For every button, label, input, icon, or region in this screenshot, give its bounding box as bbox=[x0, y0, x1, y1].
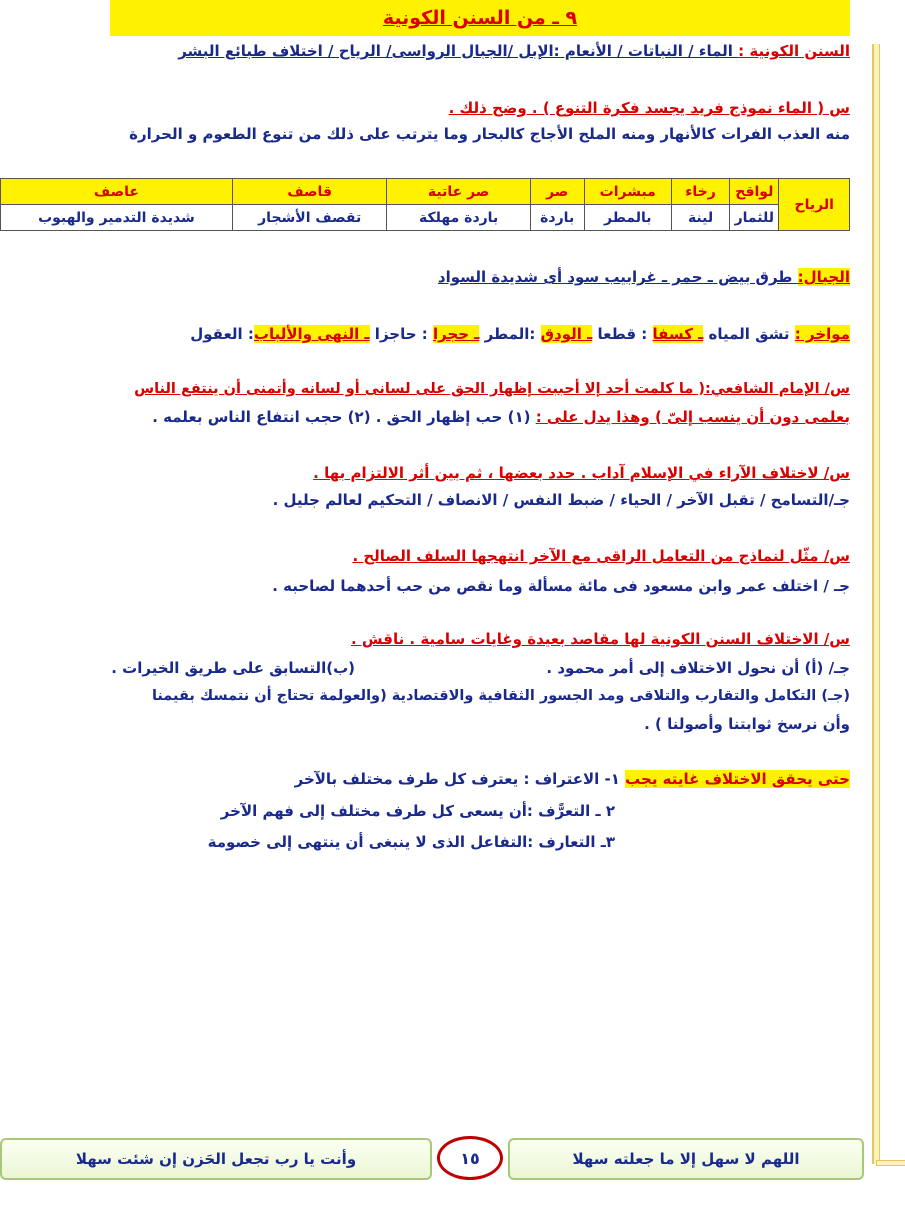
footer-right-text: اللهم لا سهل إلا ما جعلته سهلا bbox=[572, 1150, 800, 1168]
page-number-badge bbox=[437, 1136, 503, 1180]
q5-answer-b: (ب)التسابق على طريق الخيرات . bbox=[111, 659, 355, 677]
winds-table-body-row bbox=[1, 205, 850, 231]
goals-item-1: ١- الاعتراف : يعترف كل طرف مختلف بالآخر bbox=[294, 770, 626, 788]
right-margin-bar-foot bbox=[876, 1160, 905, 1166]
q2-line2 bbox=[152, 406, 850, 428]
winds-table-cell: باردة bbox=[530, 205, 584, 231]
intro-label: السنن الكونية : bbox=[738, 42, 850, 60]
intro-line bbox=[178, 40, 850, 62]
mountains-label: الجبال: bbox=[797, 268, 850, 286]
winds-table-cell: لواقح bbox=[730, 179, 779, 205]
goals-line bbox=[295, 768, 850, 790]
vocab-line bbox=[190, 323, 850, 345]
q5-answer-c1: (جـ) التكامل والتقارب والتلاقى ومد الجسور الثقافية والاقتصادية (والعولمة تحتاج أن نتمسك بقيمنا bbox=[151, 688, 850, 704]
q2-line1: س/ الإمام الشافعي:( ما كلمت أحد إلا أحببت إظهار الحق على لسانى أو لسانه وأتمنى أن ينتفع الناس bbox=[134, 381, 850, 397]
q3-answer: جـ/التسامح / تقبل الآخر / الحياء / ضبط النفس / الانصاف / التحكيم لعالم جليل . bbox=[272, 491, 850, 509]
page-number: ١٥ bbox=[460, 1148, 480, 1168]
q4-answer: جـ / اختلف عمر وابن مسعود فى مائة مسألة وما نقص من حب أحدهما لصاحبه . bbox=[272, 577, 850, 595]
title-banner bbox=[110, 0, 850, 36]
winds-table-header-row bbox=[1, 179, 850, 205]
winds-table-cell: رخاء bbox=[671, 179, 729, 205]
vocab-keyword: ـ الودق bbox=[540, 325, 593, 343]
goals-item-3: ٣ـ التعارف :التفاعل الذى لا ينبغى أن ينتهى إلى خصومة bbox=[207, 833, 615, 851]
q1-answer: منه العذب الفرات كالأنهار ومنه الملح الأجاج كالبحار وما يترتب على ذلك من تنوع الطعوم و الحرارة bbox=[129, 125, 850, 143]
q2-line2-blue: (١) حب إظهار الحق . (٢) حجب انتفاع الناس بعلمه . bbox=[152, 408, 536, 426]
q5-answer-c2: وأن نرسخ ثوابتنا وأصولنا ) . bbox=[644, 715, 850, 733]
q5-question: س/ الاختلاف السنن الكونية لها مقاصد بعيدة وغايات سامية . ناقش . bbox=[351, 630, 850, 648]
footer-left-box bbox=[0, 1138, 432, 1180]
winds-table-cell: صر bbox=[530, 179, 584, 205]
q4-question: س/ مثّل لنماذج من التعامل الراقى مع الآخر انتهجها السلف الصالح . bbox=[352, 547, 850, 565]
winds-table-cell: عاصف bbox=[1, 179, 233, 205]
goals-label: حتى يحقق الاختلاف غايته يجب bbox=[625, 770, 850, 788]
winds-table-cell: باردة مهلكة bbox=[387, 205, 530, 231]
mountains-tail: أى شديدة السواد bbox=[437, 268, 563, 286]
mountains-text: طرق بيض ـ حمر ـ غرابيب سود bbox=[562, 268, 798, 286]
goals-item-2: ٢ ـ التعرًّف :أن يسعى كل طرف مختلف إلى فهم الآخر bbox=[220, 802, 615, 820]
intro-text: الماء / النباتات / الأنعام :الإبل /الجبال الرواسى/ الرياح / اختلاف طبائع البشر bbox=[178, 42, 739, 60]
vocab-keyword: ـ النهى والألباب bbox=[253, 325, 370, 343]
winds-table-cell: شديدة التدمير والهبوب bbox=[1, 205, 233, 231]
footer-left-text: وأنت يا رب تجعل الحَزن إن شئت سهلا bbox=[75, 1150, 357, 1168]
winds-table-cell: مبشرات bbox=[584, 179, 671, 205]
right-margin-bar bbox=[872, 44, 880, 1164]
q1-question: س ( الماء نموذج فريد يجسد فكرة التنوع ) . وضح ذلك . bbox=[448, 99, 850, 117]
q5-answer-a: جـ/ (أ) أن نحول الاختلاف إلى أمر محمود . bbox=[546, 659, 850, 677]
vocab-text: :المطر bbox=[479, 325, 541, 343]
winds-table-cell: للثمار bbox=[730, 205, 779, 231]
vocab-text: تشق المياه bbox=[703, 325, 795, 343]
vocab-text: : العقول bbox=[190, 325, 254, 343]
winds-table-cell: بالمطر bbox=[584, 205, 671, 231]
mountains-line bbox=[438, 266, 850, 288]
vocab-text: : حاجزا bbox=[369, 325, 433, 343]
winds-table-cell: الرياح bbox=[779, 179, 850, 231]
vocab-keyword: ـ كسفا bbox=[652, 325, 704, 343]
footer-right-box bbox=[508, 1138, 864, 1180]
vocab-label: مواخر : bbox=[794, 325, 850, 343]
winds-table bbox=[0, 178, 850, 231]
winds-table-cell: لينة bbox=[671, 205, 729, 231]
winds-table-cell: قاصف bbox=[232, 179, 387, 205]
vocab-text: : قطعا bbox=[592, 325, 653, 343]
vocab-keyword: ـ حجرا bbox=[432, 325, 480, 343]
q2-line2-red: بعلمى دون أن ينسب إلىّ ) وهذا يدل على : bbox=[535, 408, 850, 426]
winds-table-cell: صر عاتية bbox=[387, 179, 530, 205]
q3-question: س/ لاختلاف الآراء في الإسلام آداب . حدد بعضها ، ثم بين أثر الالتزام بها . bbox=[313, 464, 850, 482]
page-title: ٩ ـ من السنن الكونية bbox=[382, 7, 578, 29]
winds-table-cell: تقصف الأشجار bbox=[232, 205, 387, 231]
